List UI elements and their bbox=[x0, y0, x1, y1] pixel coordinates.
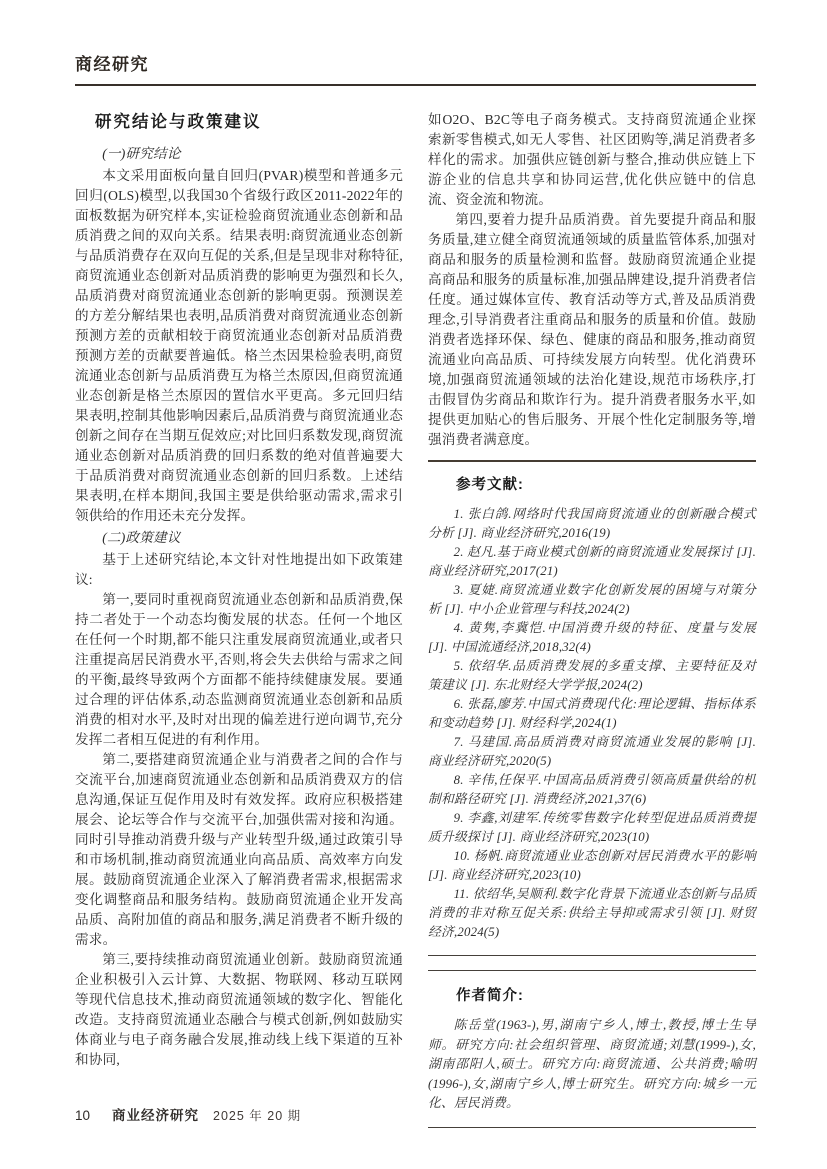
issue-label: 2025 年 20 期 bbox=[213, 1109, 302, 1123]
references-heading: 参考文献: bbox=[456, 477, 524, 493]
reference-item: 11. 依绍华,吴顺利.数字化背景下流通业态创新与品质消费的非对称互促关系:供给主导抑或需求引领 [J]. 财贸经济,2024(5) bbox=[428, 887, 756, 939]
reference-item: 10. 杨帆.商贸流通业业态创新对居民消费水平的影响 [J]. 商业经济研究,2023(10) bbox=[428, 849, 756, 882]
paragraph-conclusions: 本文采用面板向量自回归(PVAR)模型和普通多元回归(OLS)模型,以我国30个省级行政区2011-2022年的面板数据为研究样本,实证检验商贸流通业态创新和品质消费之间的双向关系。结果表明:商贸流通业态创新与品质消费存在双向互促的关系,但是呈现非对称特征,商贸流通业态创新对品质消费的影响更为强烈和长久,品质消费对商贸流通业态创新的影响更弱。预测误差的方差分解结果也表明,品质消费对商贸流通业态创新预测方差的贡献相较于商贸流通业态创新对品质消费预测方差的贡献要普遍低。格兰杰因果检验表明,商贸流通业态创新与品质消费互为格兰杰原因,但商贸流通业态创新是格兰杰原因的置信水平更高。多元回归结果表明,控制其他影响因素后,品质消费与商贸流通业态创新之间存在当期互促效应;对比回归系数发现,商贸流通业态创新对品质消费的回归系数的绝对值普遍要大于品质消费对商贸流通业态创新的回归系数。上述结果表明,在样本期间,我国主要是供给驱动需求,需求引领供给的作用还未充分发挥。 bbox=[75, 168, 403, 523]
right-column bbox=[428, 110, 756, 1128]
page-number: 10 bbox=[75, 1108, 91, 1123]
author-bio-heading: 作者简介: bbox=[456, 988, 524, 1004]
section-heading-conclusions: (一)研究结论 bbox=[102, 146, 181, 161]
left-column bbox=[75, 110, 403, 1070]
paragraph-policy-third-continued: 如O2O、B2C等电子商务模式。支持商贸流通企业探索新零售模式,如无人零售、社区团购等,满足消费者多样化的需求。加强供应链创新与整合,推动供应链上下游企业的信息共享和协同运营,优化供应链中的信息流、资金流和物流。 bbox=[428, 112, 756, 207]
paragraph-policy-fourth: 第四,要着力提升品质消费。首先要提升商品和服务质量,建立健全商贸流通领域的质量监管体系,加强对商品和服务的质量检测和监督。鼓励商贸流通企业提高商品和服务的质量标准,加强品牌建设,提升消费者信任度。通过媒体宣传、教育活动等方式,普及品质消费理念,引导消费者注重商品和服务的质量和价值。鼓励消费者选择环保、绿色、健康的商品和服务,推动商贸流通业向高品质、可持续发展方向转型。优化消费环境,加强商贸流通领域的法治化建设,规范市场秩序,打击假冒伪劣商品和欺诈行为。提升消费者服务水平,如提供更加贴心的售后服务、开展个性化定制服务等,增强消费者满意度。 bbox=[428, 212, 756, 447]
reference-item: 4. 黄隽,李冀恺.中国消费升级的特征、度量与发展 [J]. 中国流通经济,2018,32(4) bbox=[428, 621, 756, 654]
page-header bbox=[75, 50, 756, 86]
section-heading-policy: (二)政策建议 bbox=[102, 530, 181, 545]
paragraph-policy-second: 第二,要搭建商贸流通企业与消费者之间的合作与交流平台,加速商贸流通业态创新和品质消费双方的信息沟通,保证互促作用及时有效发挥。政府应积极搭建展会、论坛等合作与交流平台,加强供需对接和沟通。同时引导推动消费升级与产业转型升级,通过政策引导和市场机制,推动商贸流通业向高品质、高效率方向发展。鼓励商贸流通企业深入了解消费者需求,根据需求变化调整商品和服务结构。鼓励商贸流通企业开发高品质、高附加值的商品和服务,满足消费者不断升级的需求。 bbox=[75, 752, 403, 947]
article-title: 研究结论与政策建议 bbox=[95, 113, 262, 131]
section-divider bbox=[428, 970, 756, 971]
journal-name: 商业经济研究 bbox=[112, 1108, 200, 1123]
paragraph-policy-third-left: 第三,要持续推动商贸流通业创新。鼓励商贸流通企业积极引入云计算、大数据、物联网、移动互联网等现代信息技术,推动商贸流通领域的数字化、智能化改造。支持商贸流通业态融合与模式创新,例如鼓励实体商业与电子商务融合发展,推动线上线下渠道的互补和协同, bbox=[75, 952, 403, 1067]
reference-item: 3. 夏婕.商贸流通业数字化创新发展的困境与对策分析 [J]. 中小企业管理与科技,2024(2) bbox=[428, 583, 756, 616]
references-section bbox=[428, 460, 756, 942]
reference-item: 6. 张磊,廖芳.中国式消费现代化:理论逻辑、指标体系和变动趋势 [J]. 财经科学,2024(1) bbox=[428, 697, 756, 730]
section-divider bbox=[428, 1127, 756, 1128]
author-bio-section bbox=[428, 986, 756, 1114]
page-footer bbox=[75, 1104, 756, 1124]
reference-item: 5. 依绍华.品质消费发展的多重支撑、主要特征及对策建议 [J]. 东北财经大学学报,2024(2) bbox=[428, 659, 756, 692]
section-divider bbox=[428, 955, 756, 956]
reference-item: 2. 赵凡.基于商业模式创新的商贸流通业发展探讨 [J]. 商业经济研究,2017(21) bbox=[428, 545, 756, 578]
reference-item: 9. 李鑫,刘建军.传统零售数字化转型促进品质消费提质升级探讨 [J]. 商业经济研究,2023(10) bbox=[428, 811, 756, 844]
article-body bbox=[75, 110, 756, 1128]
reference-item: 8. 辛伟,任保平.中国高品质消费引领高质量供给的机制和路径研究 [J]. 消费经济,2021,37(6) bbox=[428, 773, 756, 806]
author-bio-text: 陈岳堂(1963-),男,湖南宁乡人,博士,教授,博士生导师。研究方向:社会组织管理、商贸流通;刘慧(1999-),女,湖南邵阳人,硕士。研究方向:商贸流通、公共消费;喻明(1996-),女,湖南宁乡人,博士研究生。研究方向:城乡一元化、居民消费。 bbox=[428, 1018, 756, 1110]
paragraph-policy-first: 第一,要同时重视商贸流通业态创新和品质消费,保持二者处于一个动态均衡发展的状态。任何一个地区在任何一个时期,都不能只注重发展商贸流通业,或者只注重提高居民消费水平,否则,将会失去供给与需求之间的平衡,最终导致两个方面都不能持续健康发展。要通过合理的评估体系,动态监测商贸流通业态创新和品质消费的相对水平,及时对出现的偏差进行逆向调节,充分发挥二者相互促进的有利作用。 bbox=[75, 592, 403, 747]
paragraph-policy-intro: 基于上述研究结论,本文针对性地提出如下政策建议: bbox=[75, 552, 403, 587]
reference-item: 7. 马建国.高品质消费对商贸流通业发展的影响 [J]. 商业经济研究,2020(5) bbox=[428, 735, 756, 768]
journal-section-label: 商经研究 bbox=[75, 55, 149, 74]
reference-item: 1. 张白鸽.网络时代我国商贸流通业的创新融合模式分析 [J]. 商业经济研究,2016(19) bbox=[428, 507, 756, 540]
